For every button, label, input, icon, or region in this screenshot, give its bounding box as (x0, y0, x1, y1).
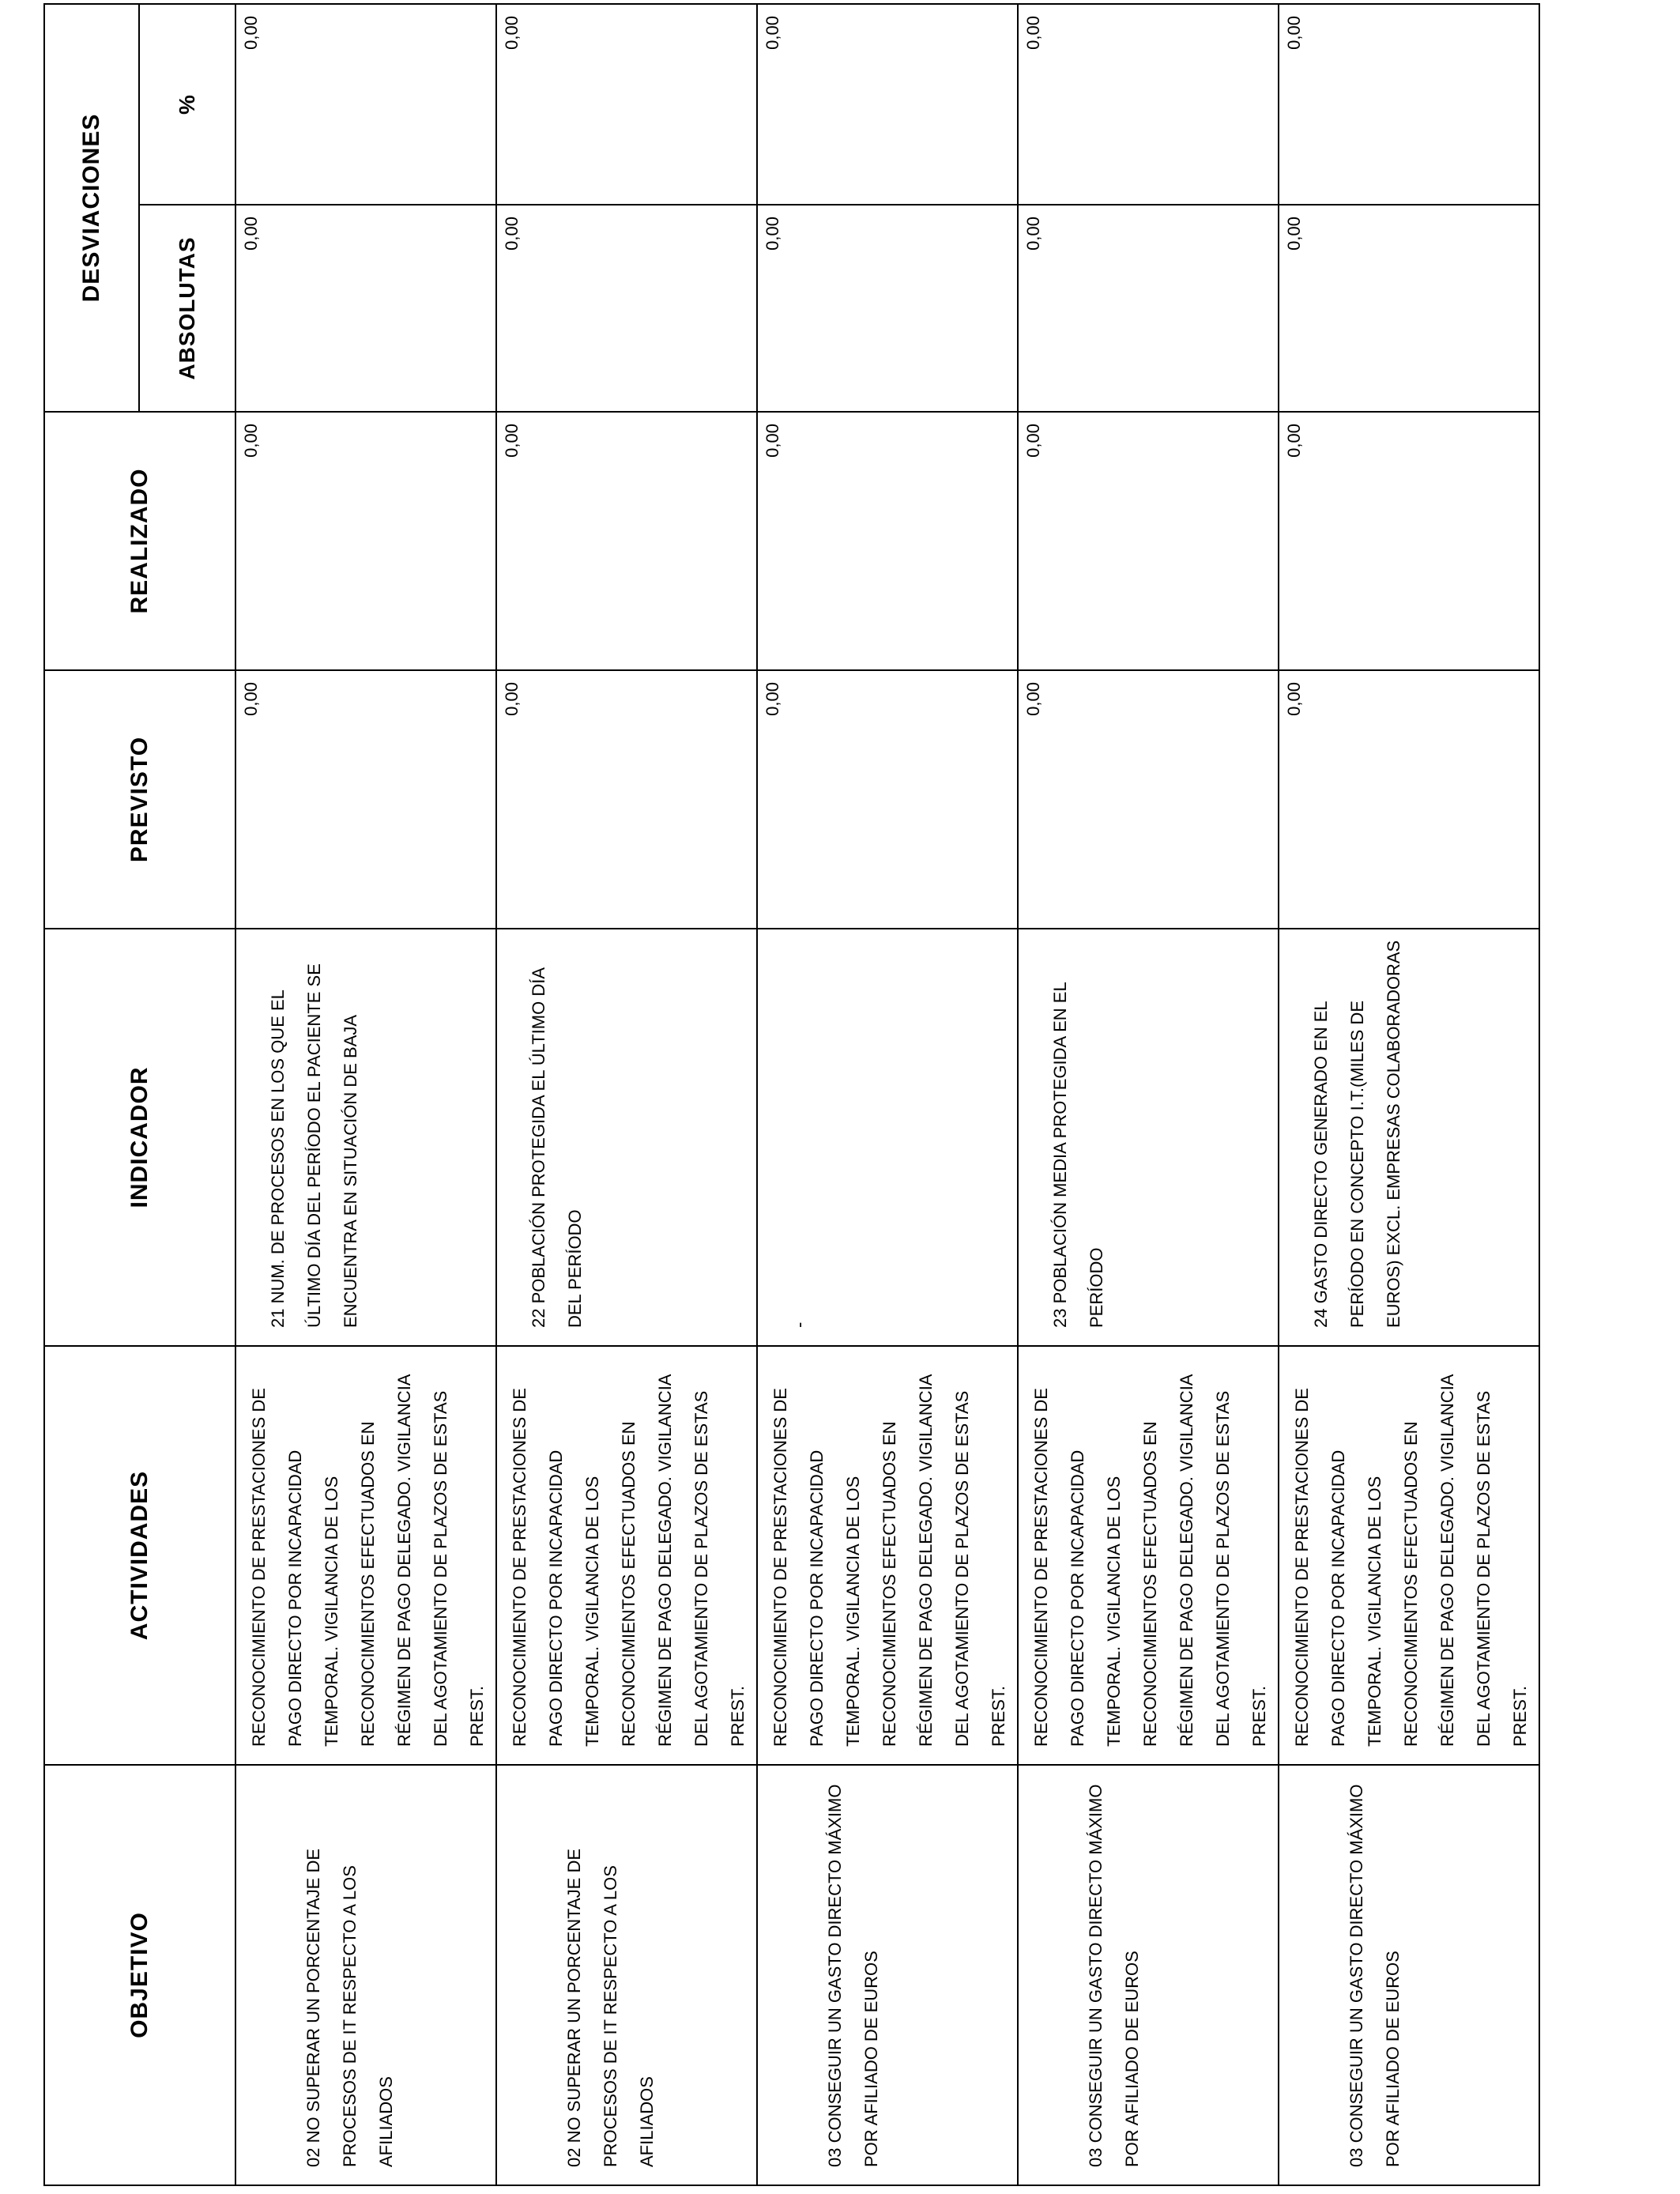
objetivo-cell: 03 CONSEGUIR UN GASTO DIRECTO MÁXIMO POR AFILIADO DE EUROS (1347, 1784, 1403, 2167)
indicador-cell: 22 POBLACIÓN PROTEGIDA EL ÚLTIMO DÍA DEL PERÍODO (529, 968, 585, 1328)
table-row (496, 4, 757, 2185)
objetivo-cell: 03 CONSEGUIR UN GASTO DIRECTO MÁXIMO POR AFILIADO DE EUROS (1086, 1784, 1142, 2167)
realizado-cell: 0,00 (1023, 424, 1043, 458)
indicador-cell: - (789, 1321, 809, 1328)
porcentaje-cell: 0,00 (1284, 16, 1304, 50)
table-body (235, 4, 1539, 2185)
indicador-cell: 24 GASTO DIRECTO GENERADO EN EL PERÍODO EN CONCEPTO I.T.(MILES DE EUROS) EXCL. EMPRESAS COLABORADORAS (1311, 940, 1403, 1328)
header-previsto: PREVISTO (44, 670, 235, 929)
table-row (1279, 4, 1539, 2185)
header-desviaciones: DESVIACIONES (44, 4, 139, 412)
realizado-cell: 0,00 (1284, 424, 1304, 458)
previsto-cell: 0,00 (763, 682, 782, 716)
rotated-page (43, 5, 1530, 2186)
absolutas-cell: 0,00 (1284, 217, 1304, 251)
table-row (757, 4, 1018, 2185)
header-realizado: REALIZADO (44, 412, 235, 670)
previsto-cell: 0,00 (1023, 682, 1043, 716)
realizado-cell: 0,00 (502, 424, 522, 458)
header-absolutas: ABSOLUTAS (139, 205, 235, 412)
previsto-cell: 0,00 (1284, 682, 1304, 716)
header-indicador: INDICADOR (44, 929, 235, 1346)
actividades-cell: RECONOCIMIENTO DE PRESTACIONES DE PAGO DIRECTO POR INCAPACIDAD TEMPORAL. VIGILANCIA DE LOS RECONOCIMIENTOS EFECTUADOS EN RÉGIMEN DE PAGO DELEGADO. VIGILANCIA DEL AGOTAMIENTO DE PLAZOS DE ESTAS PREST. (1031, 1374, 1269, 1747)
objetivo-cell: 02 NO SUPERAR UN PORCENTAJE DE PROCESOS DE IT RESPECTO A LOS AFILIADOS (303, 1848, 396, 2167)
objectives-table (43, 3, 1540, 2186)
actividades-cell: RECONOCIMIENTO DE PRESTACIONES DE PAGO DIRECTO POR INCAPACIDAD TEMPORAL. VIGILANCIA DE LOS RECONOCIMIENTOS EFECTUADOS EN RÉGIMEN DE PAGO DELEGADO. VIGILANCIA DEL AGOTAMIENTO DE PLAZOS DE ESTAS PREST. (770, 1374, 1008, 1747)
absolutas-cell: 0,00 (502, 217, 522, 251)
header-actividades: ACTIVIDADES (44, 1346, 235, 1765)
table-row (235, 4, 496, 2185)
absolutas-cell: 0,00 (241, 217, 261, 251)
absolutas-cell: 0,00 (1023, 217, 1043, 251)
previsto-cell: 0,00 (241, 682, 261, 716)
previsto-cell: 0,00 (502, 682, 522, 716)
objetivo-cell: 03 CONSEGUIR UN GASTO DIRECTO MÁXIMO POR AFILIADO DE EUROS (825, 1784, 881, 2167)
realizado-cell: 0,00 (241, 424, 261, 458)
indicador-cell: 21 NUM. DE PROCESOS EN LOS QUE EL ÚLTIMO DÍA DEL PERÍODO EL PACIENTE SE ENCUENTRA EN SITUACIÓN DE BAJA (268, 963, 360, 1328)
porcentaje-cell: 0,00 (763, 16, 782, 50)
absolutas-cell: 0,00 (763, 217, 782, 251)
header-objetivo: OBJETIVO (44, 1765, 235, 2185)
indicador-cell: 23 POBLACIÓN MEDIA PROTEGIDA EN EL PERÍODO (1050, 982, 1106, 1328)
porcentaje-cell: 0,00 (241, 16, 261, 50)
table-row (1018, 4, 1279, 2185)
realizado-cell: 0,00 (763, 424, 782, 458)
porcentaje-cell: 0,00 (1023, 16, 1043, 50)
objetivo-cell: 02 NO SUPERAR UN PORCENTAJE DE PROCESOS DE IT RESPECTO A LOS AFILIADOS (564, 1848, 657, 2167)
actividades-cell: RECONOCIMIENTO DE PRESTACIONES DE PAGO DIRECTO POR INCAPACIDAD TEMPORAL. VIGILANCIA DE LOS RECONOCIMIENTOS EFECTUADOS EN RÉGIMEN DE PAGO DELEGADO. VIGILANCIA DEL AGOTAMIENTO DE PLAZOS DE ESTAS PREST. (1292, 1374, 1530, 1747)
actividades-cell: RECONOCIMIENTO DE PRESTACIONES DE PAGO DIRECTO POR INCAPACIDAD TEMPORAL. VIGILANCIA DE LOS RECONOCIMIENTOS EFECTUADOS EN RÉGIMEN DE PAGO DELEGADO. VIGILANCIA DEL AGOTAMIENTO DE PLAZOS DE ESTAS PREST. (510, 1374, 748, 1747)
porcentaje-cell: 0,00 (502, 16, 522, 50)
header-porcentaje: % (139, 4, 235, 205)
actividades-cell: RECONOCIMIENTO DE PRESTACIONES DE PAGO DIRECTO POR INCAPACIDAD TEMPORAL. VIGILANCIA DE LOS RECONOCIMIENTOS EFECTUADOS EN RÉGIMEN DE PAGO DELEGADO. VIGILANCIA DEL AGOTAMIENTO DE PLAZOS DE ESTAS PREST. (249, 1374, 487, 1747)
